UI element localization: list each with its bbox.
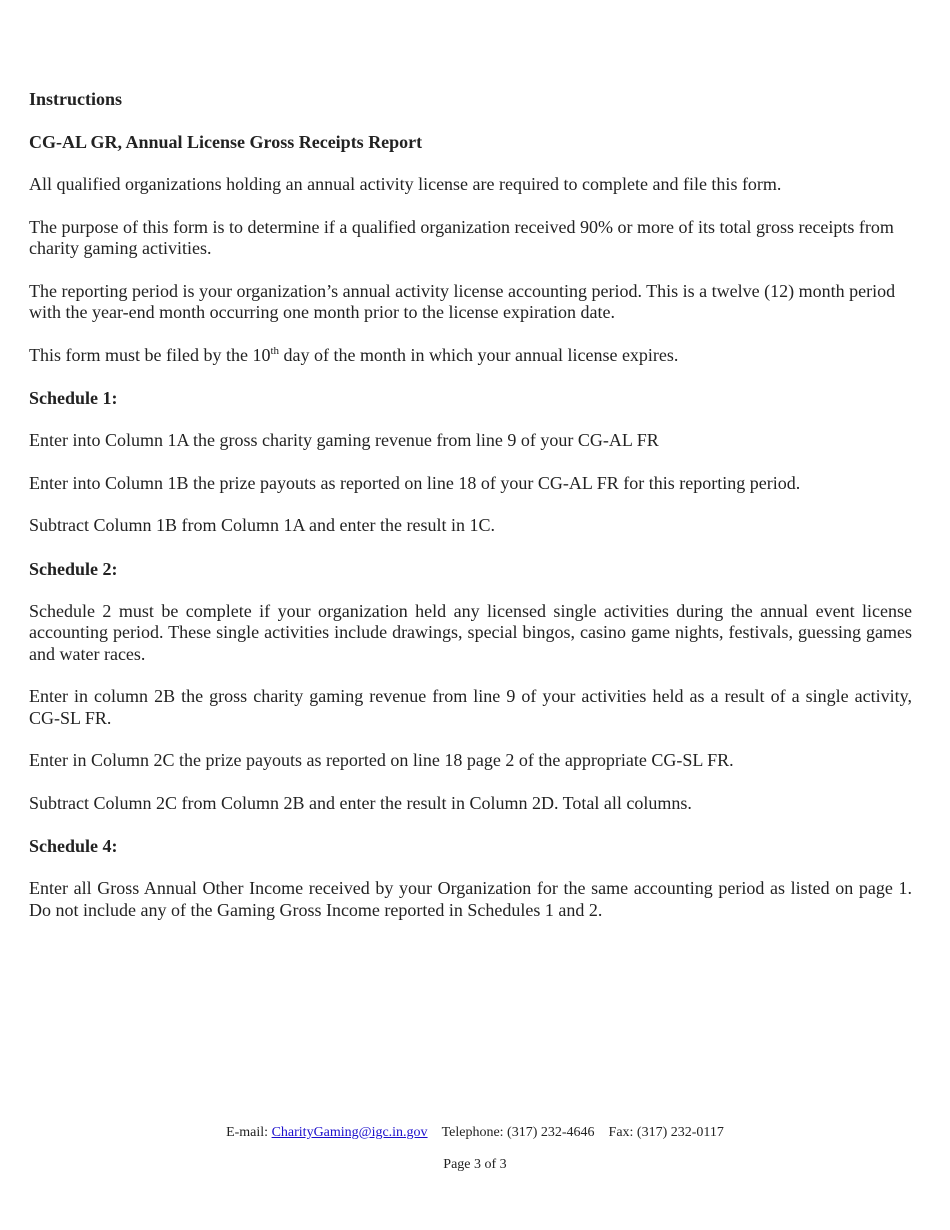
- schedule-2-item-4: Subtract Column 2C from Column 2B and enter the result in Column 2D. Total all columns.: [29, 792, 692, 813]
- schedule-2-item-2: Enter in column 2B the gross charity gaming revenue from line 9 of your activities held as a result of a single activity, CG-SL FR.: [29, 686, 912, 728]
- email-link[interactable]: CharityGaming@igc.in.gov: [271, 1125, 428, 1140]
- schedule-1-item-1: Enter into Column 1A the gross charity gaming revenue from line 9 of your CG-AL FR: [29, 430, 659, 450]
- footer-contact: [0, 1125, 950, 1141]
- instructions-page: [29, 88, 912, 942]
- schedule-1-item-3: Subtract Column 1B from Column 1A and enter the result in 1C.: [29, 515, 495, 535]
- page-title: Instructions: [29, 89, 123, 109]
- schedule-4-item-1: Enter all Gross Annual Other Income received by your Organization for the same accounting period as listed on page 1. Do not include any of the Gaming Gross Income reported in Schedules 1 and 2.: [29, 878, 912, 920]
- intro-paragraph-1: All qualified organizations holding an annual activity license are required to complete and file this form.: [29, 174, 782, 194]
- filing-deadline-paragraph: [29, 345, 912, 367]
- schedule-4-heading: Schedule 4:: [29, 836, 118, 856]
- schedule-1-item-2: Enter into Column 1B the prize payouts as reported on line 18 of your CG-AL FR for this reporting period.: [29, 472, 801, 493]
- filing-text-after: day of the month in which your annual license expires.: [279, 344, 679, 365]
- schedule-2-item-3: Enter in Column 2C the prize payouts as reported on line 18 page 2 of the appropriate CG-SL FR.: [29, 750, 734, 770]
- schedule-2-heading: Schedule 2:: [29, 558, 118, 579]
- form-title: CG-AL GR, Annual License Gross Receipts Report: [29, 132, 423, 152]
- filing-ordinal-suffix: th: [270, 344, 280, 357]
- intro-paragraph-2: The purpose of this form is to determine if a qualified organization received 90% or more of its total gross receipts from charity gaming activities.: [29, 216, 894, 258]
- fax-text: Fax: (317) 232-0117: [608, 1125, 724, 1140]
- page-number: Page 3 of 3: [443, 1157, 507, 1172]
- schedule-2-item-1: Schedule 2 must be complete if your organization held any licensed single activities during the annual event license accounting period. These single activities include drawings, special bingos, casino game nights, festivals, guessing games and water races.: [29, 600, 912, 664]
- filing-text-before: This form must be filed by the 10: [29, 344, 271, 365]
- intro-paragraph-3: The reporting period is your organization’s annual activity license accounting period. This is a twelve (12) month period with the year-end month occurring one month prior to the license expiration date.: [29, 280, 896, 322]
- email-label: E-mail:: [226, 1125, 272, 1140]
- schedule-1-heading: Schedule 1:: [29, 388, 118, 408]
- telephone-text: Telephone: (317) 232-4646: [441, 1125, 595, 1140]
